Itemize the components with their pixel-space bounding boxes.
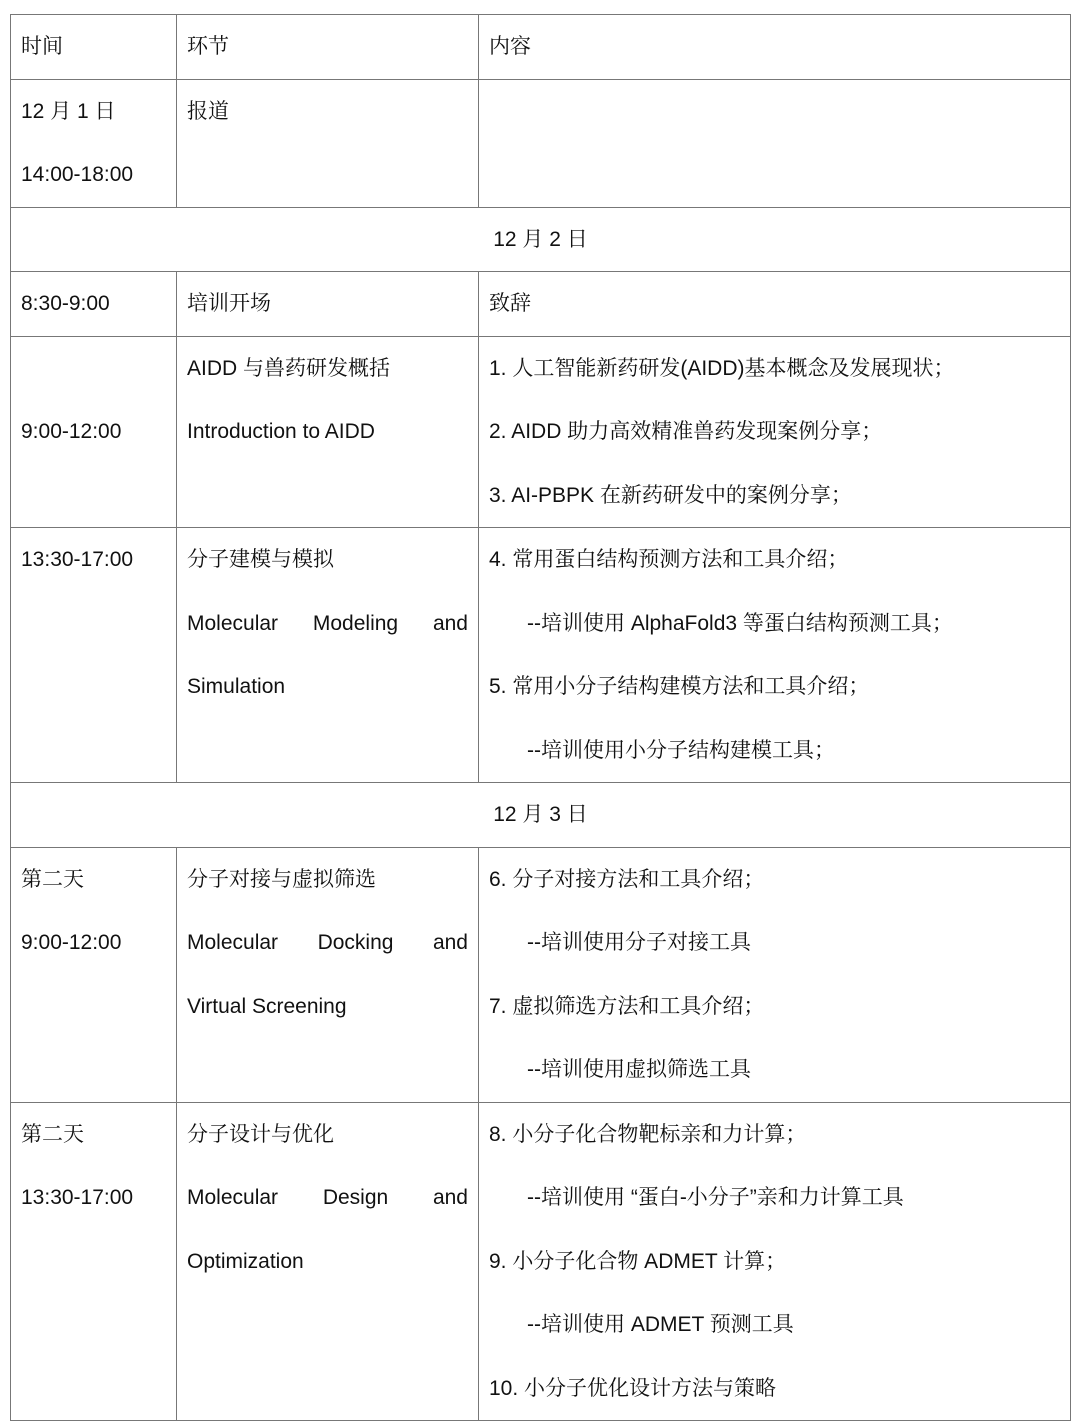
session-cell bbox=[177, 847, 479, 1102]
header-time-label: 时间 bbox=[21, 35, 63, 58]
content-line: 致辞 bbox=[489, 292, 531, 315]
time-cell bbox=[11, 1102, 177, 1421]
table-row bbox=[11, 1102, 1071, 1421]
content-line: 7. 虚拟筛选方法和工具介绍； bbox=[489, 994, 765, 1018]
session-cell bbox=[177, 272, 479, 337]
session-line: 培训开场 bbox=[187, 292, 271, 315]
session-line: Optimization bbox=[187, 1249, 304, 1273]
session-cell bbox=[177, 79, 479, 207]
time-line bbox=[21, 337, 166, 401]
content-line: 6. 分子对接方法和工具介绍； bbox=[489, 867, 765, 891]
session-line bbox=[187, 1166, 468, 1230]
content-line: 9. 小分子化合物 ADMET 计算； bbox=[489, 1249, 787, 1273]
day-label: 12 月 3 日 bbox=[493, 803, 588, 826]
content-line: --培训使用 “蛋白-小分子”亲和力计算工具 bbox=[527, 1186, 904, 1209]
content-cell bbox=[479, 528, 1071, 783]
content-line: 3. AI-PBPK 在新药研发中的案例分享； bbox=[489, 483, 852, 507]
content-cell bbox=[479, 847, 1071, 1102]
time-cell bbox=[11, 79, 177, 207]
content-line: 5. 常用小分子结构建模方法和工具介绍； bbox=[489, 675, 870, 698]
session-line bbox=[187, 592, 468, 656]
content-line: --培训使用 ADMET 预测工具 bbox=[527, 1313, 794, 1336]
content-line: --培训使用虚拟筛选工具 bbox=[527, 1058, 751, 1081]
time-cell bbox=[11, 272, 177, 337]
time-line: 8:30-9:00 bbox=[21, 292, 110, 315]
session-word: Modeling bbox=[312, 611, 399, 635]
time-line: 第二天 bbox=[21, 1122, 84, 1146]
session-word: Molecular bbox=[187, 611, 279, 635]
header-session-label: 环节 bbox=[187, 35, 229, 58]
session-word: and bbox=[432, 1186, 468, 1209]
content-line: 4. 常用蛋白结构预测方法和工具介绍； bbox=[489, 548, 849, 571]
session-word: Docking bbox=[317, 931, 394, 954]
content-line: 10. 小分子优化设计方法与策略 bbox=[489, 1376, 777, 1400]
table-row bbox=[11, 272, 1071, 337]
time-cell bbox=[11, 847, 177, 1102]
header-time bbox=[11, 15, 177, 80]
content-line: 2. AIDD 助力高效精准兽药发现案例分享； bbox=[489, 420, 883, 443]
schedule-table bbox=[10, 14, 1071, 1421]
session-line bbox=[187, 911, 468, 975]
header-session bbox=[177, 15, 479, 80]
session-word: Molecular bbox=[187, 1186, 279, 1209]
session-line: Simulation bbox=[187, 675, 286, 698]
time-line: 14:00-18:00 bbox=[21, 163, 134, 186]
content-cell bbox=[479, 79, 1071, 207]
session-word: Molecular bbox=[187, 931, 279, 954]
table-row bbox=[11, 336, 1071, 528]
content-line: --培训使用小分子结构建模工具； bbox=[527, 738, 835, 762]
session-line: 分子建模与模拟 bbox=[187, 548, 334, 571]
content-line: 1. 人工智能新药研发(AIDD)基本概念及发展现状； bbox=[489, 356, 955, 380]
session-line: 分子对接与虚拟筛选 bbox=[187, 867, 376, 891]
content-line: --培训使用 AlphaFold3 等蛋白结构预测工具； bbox=[527, 611, 953, 635]
header-content-label: 内容 bbox=[489, 35, 531, 58]
table-row bbox=[11, 528, 1071, 783]
content-cell bbox=[479, 272, 1071, 337]
session-word: and bbox=[432, 611, 468, 635]
day-label: 12 月 2 日 bbox=[493, 227, 588, 251]
table-row bbox=[11, 79, 1071, 207]
session-line: AIDD 与兽药研发概括 bbox=[187, 356, 391, 380]
time-line: 13:30-17:00 bbox=[21, 1186, 134, 1209]
content-cell bbox=[479, 336, 1071, 528]
session-word: and bbox=[432, 931, 468, 954]
session-cell bbox=[177, 528, 479, 783]
session-line: 报道 bbox=[187, 99, 229, 123]
time-line: 13:30-17:00 bbox=[21, 548, 134, 571]
table-row bbox=[11, 847, 1071, 1102]
content-cell bbox=[479, 1102, 1071, 1421]
day-cell bbox=[11, 783, 1071, 848]
time-line: 12 月 1 日 bbox=[21, 99, 116, 123]
day-cell bbox=[11, 207, 1071, 272]
day-row bbox=[11, 783, 1071, 848]
header-content bbox=[479, 15, 1071, 80]
content-line: --培训使用分子对接工具 bbox=[527, 931, 751, 954]
content-line: 8. 小分子化合物靶标亲和力计算； bbox=[489, 1122, 807, 1146]
session-cell bbox=[177, 336, 479, 528]
header-row bbox=[11, 15, 1071, 80]
time-line: 9:00-12:00 bbox=[21, 420, 122, 443]
time-cell bbox=[11, 336, 177, 528]
day-row bbox=[11, 207, 1071, 272]
time-line: 9:00-12:00 bbox=[21, 931, 122, 954]
time-cell bbox=[11, 528, 177, 783]
session-cell bbox=[177, 1102, 479, 1421]
time-line: 第二天 bbox=[21, 867, 84, 891]
session-word: Design bbox=[322, 1186, 389, 1209]
session-line: Introduction to AIDD bbox=[187, 420, 375, 443]
session-line: 分子设计与优化 bbox=[187, 1122, 334, 1146]
session-line: Virtual Screening bbox=[187, 994, 347, 1018]
